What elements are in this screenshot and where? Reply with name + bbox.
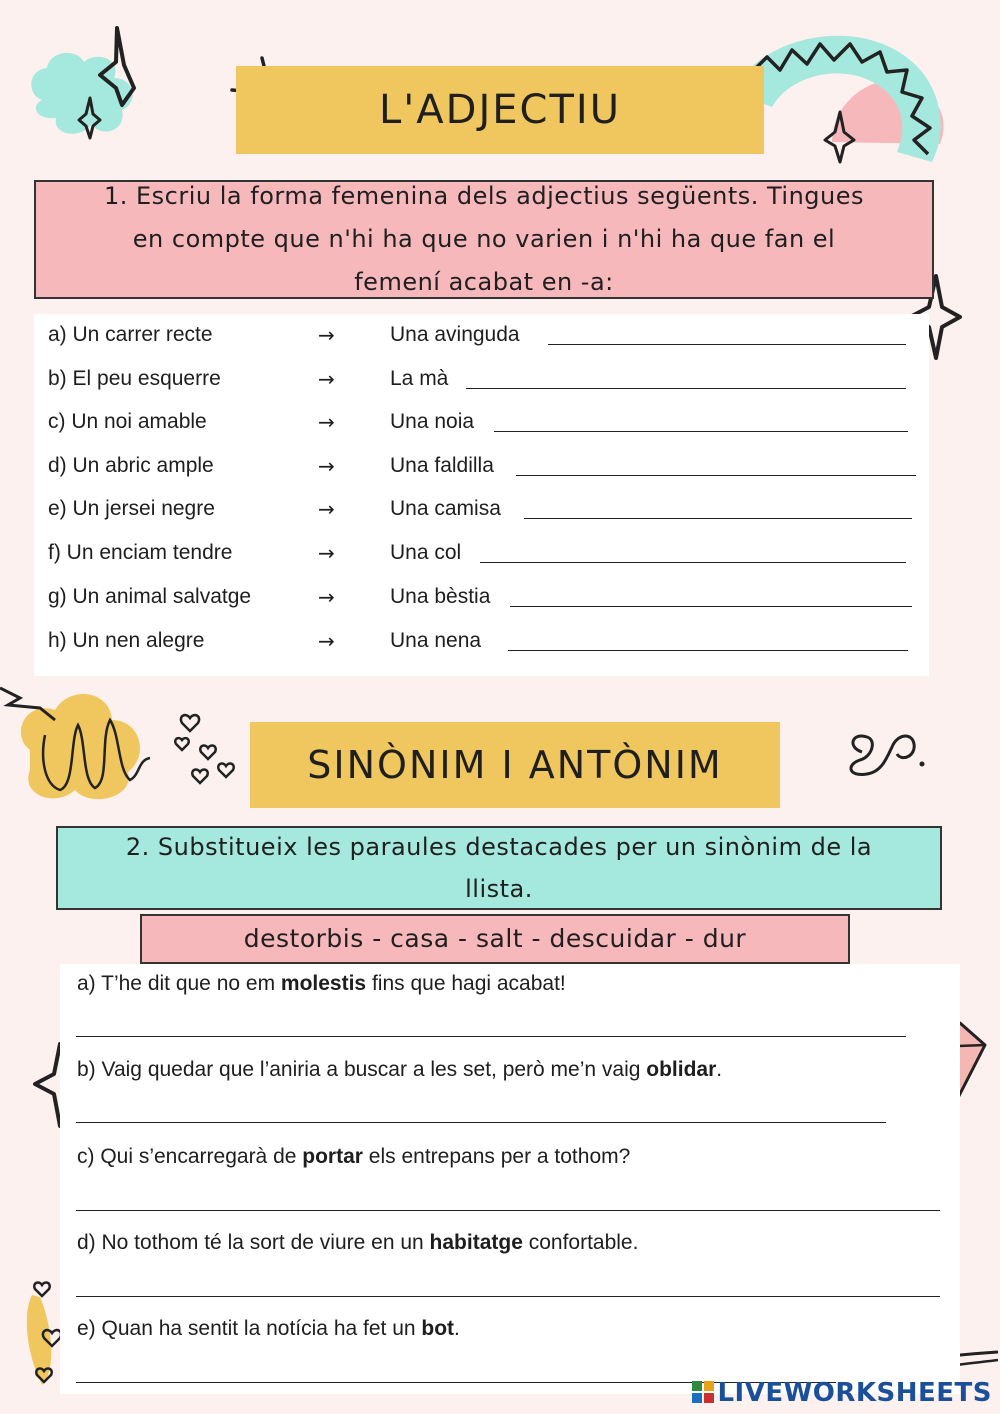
decorative-scribble-flower <box>0 680 160 810</box>
arrow-icon: → <box>318 323 335 347</box>
answer-blank[interactable] <box>548 344 906 345</box>
answer-blank[interactable] <box>524 518 912 519</box>
decorative-hearts <box>170 700 250 790</box>
sentence-e <box>77 1317 460 1341</box>
section1-instruction-line-1: 1. Escriu la forma femenina dels adjectius següents. Tingues <box>103 182 865 210</box>
sentence-text: b) Vaig quedar que l’aniria a buscar a les set, però me’n vaig <box>77 1058 647 1081</box>
section1-instruction-line-3: femení acabat en -a: <box>354 268 614 296</box>
sentence-d <box>77 1231 638 1255</box>
arrow-icon: → <box>318 454 335 478</box>
arrow-icon: → <box>318 541 335 565</box>
highlighted-word: bot <box>421 1317 455 1340</box>
liveworksheets-icon <box>692 1381 714 1403</box>
highlighted-word: portar <box>302 1145 363 1168</box>
sentence-text: . <box>454 1317 460 1340</box>
answer-blank[interactable] <box>494 431 908 432</box>
section2-title-text: SINÒNIM I ANTÒNIM <box>307 743 723 787</box>
masculine-phrase: a) Un carrer recte <box>48 323 213 346</box>
arrow-icon: → <box>318 629 335 653</box>
masculine-phrase: f) Un enciam tendre <box>48 541 233 564</box>
masculine-phrase: c) Un noi amable <box>48 410 207 433</box>
sentence-text: c) Qui s’encarregarà de <box>77 1145 303 1168</box>
decorative-swirl <box>842 722 932 782</box>
sentence-text: confortable. <box>522 1231 639 1254</box>
arrow-icon: → <box>318 585 335 609</box>
feminine-phrase: Una faldilla <box>390 454 494 477</box>
section1-instruction-line-2: en compte que n'hi ha que no varien i n'hi ha que fan el <box>132 225 836 253</box>
sentence-text: e) Quan ha sentit la notícia ha fet un <box>77 1317 422 1340</box>
answer-blank[interactable] <box>480 562 906 563</box>
feminine-phrase: Una bèstia <box>390 585 491 608</box>
logo-text: LIVEWORKSHEETS <box>717 1378 992 1408</box>
word-list-text: destorbis - casa - salt - descuidar - dur <box>243 924 747 953</box>
feminine-phrase: Una camisa <box>390 497 501 520</box>
section2-instruction-line-1: 2. Substitueix les paraules destacades per un sinònim de la <box>125 833 873 861</box>
feminine-phrase: Una nena <box>390 629 482 652</box>
highlighted-word: molestis <box>280 972 367 995</box>
masculine-phrase: h) Un nen alegre <box>48 629 205 652</box>
answer-blank[interactable] <box>510 606 912 607</box>
feminine-phrase: Una col <box>390 541 462 564</box>
section1-instruction-box <box>34 180 934 299</box>
masculine-phrase: g) Un animal salvatge <box>48 585 252 608</box>
sentence-text: els entrepans per a tothom? <box>362 1145 631 1168</box>
section1-title-text: L'ADJECTIU <box>379 87 621 133</box>
sentence-a <box>77 972 566 996</box>
arrow-icon: → <box>318 410 335 434</box>
masculine-phrase: d) Un abric ample <box>48 454 214 477</box>
section2-title <box>250 722 780 808</box>
sentence-c <box>77 1145 630 1169</box>
section2-instruction-line-2: llista. <box>465 875 533 903</box>
answer-blank[interactable] <box>508 650 908 651</box>
masculine-phrase: e) Un jersei negre <box>48 497 215 520</box>
highlighted-word: oblidar <box>646 1058 717 1081</box>
sentence-text: . <box>716 1058 723 1081</box>
answer-blank[interactable] <box>466 388 906 389</box>
arrow-icon: → <box>318 497 335 521</box>
feminine-phrase: Una noia <box>390 410 475 433</box>
decorative-cloud-sparkles <box>22 20 162 170</box>
sentence-text: a) T’he dit que no em <box>77 972 281 995</box>
synonym-word-list <box>140 914 850 964</box>
liveworksheets-logo[interactable] <box>692 1378 992 1408</box>
answer-line-a[interactable] <box>76 1036 906 1037</box>
arrow-icon: → <box>318 367 335 391</box>
section1-title <box>236 66 764 154</box>
feminine-phrase: La mà <box>390 367 449 390</box>
section2-instruction-box <box>56 826 942 910</box>
section1-exercise-panel <box>34 314 929 676</box>
answer-line-c[interactable] <box>76 1210 940 1211</box>
feminine-phrase: Una avinguda <box>390 323 520 346</box>
answer-line-d[interactable] <box>76 1296 940 1297</box>
masculine-phrase: b) El peu esquerre <box>48 367 221 390</box>
highlighted-word: habitatge <box>429 1231 523 1254</box>
answer-blank[interactable] <box>516 475 916 476</box>
sentence-b <box>77 1058 722 1082</box>
sentence-text: fins que hagi acabat! <box>366 972 566 995</box>
answer-line-b[interactable] <box>76 1122 886 1123</box>
sentence-text: d) No tothom té la sort de viure en un <box>77 1231 430 1254</box>
